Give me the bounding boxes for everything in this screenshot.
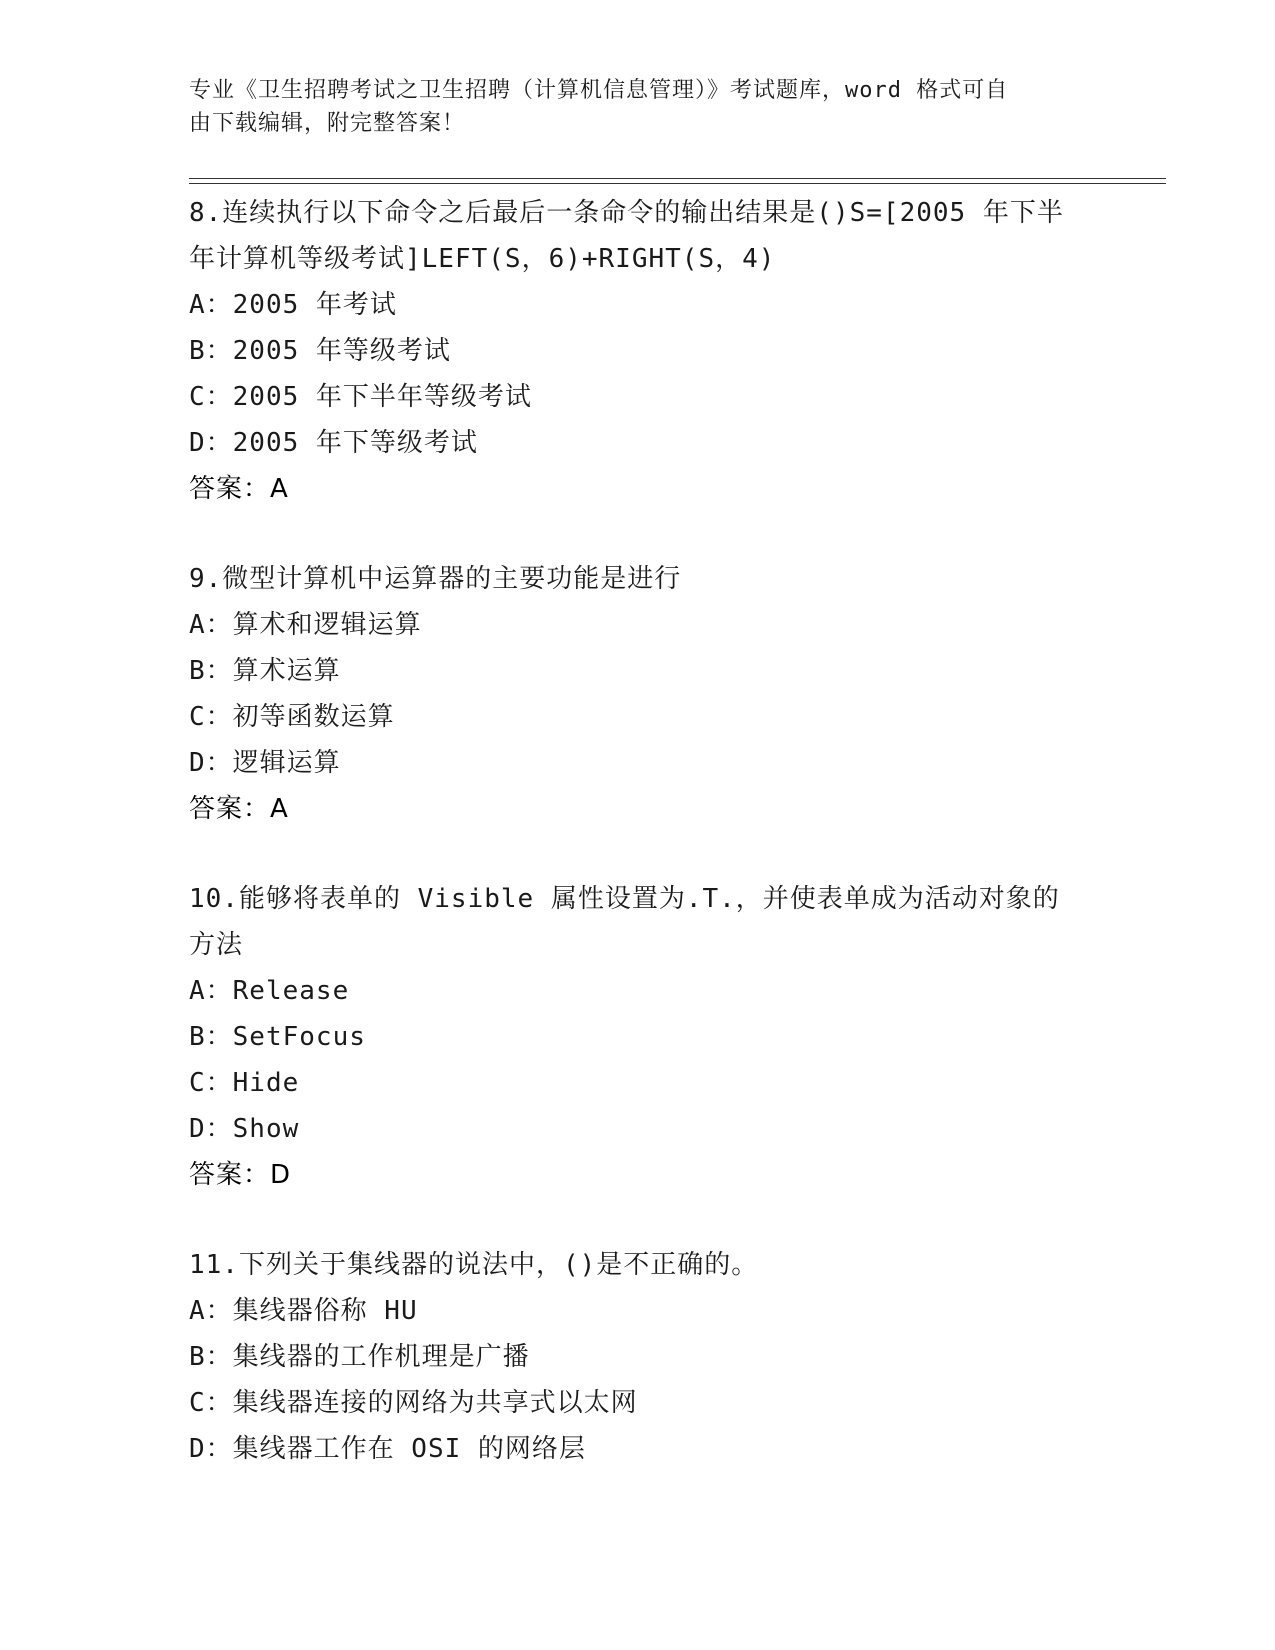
- answer-option: B：SetFocus: [189, 1022, 366, 1052]
- question-text: 8.连续执行以下命令之后最后一条命令的输出结果是()S=[2005 年下半: [189, 198, 1064, 228]
- question-list: [189, 190, 1089, 1516]
- question-text: 方法: [189, 930, 244, 960]
- answer-key: 答案：A: [189, 474, 289, 504]
- question-block: [189, 1242, 1089, 1472]
- question-text: 年计算机等级考试]LEFT(S，6)+RIGHT(S，4): [189, 244, 776, 274]
- header-line-2: 由下载编辑，附完整答案！: [189, 111, 466, 136]
- answer-option: B：集线器的工作机理是广播: [189, 1342, 530, 1372]
- answer-option: C：集线器连接的网络为共享式以太网: [189, 1388, 638, 1418]
- answer-key: 答案：A: [189, 794, 289, 824]
- header-divider-bottom: [189, 183, 1166, 184]
- answer-option: A：集线器俗称 HU: [189, 1296, 418, 1326]
- answer-option: D：逻辑运算: [189, 748, 341, 778]
- header-line-1: 专业《卫生招聘考试之卫生招聘（计算机信息管理）》考试题库，word 格式可自: [189, 78, 1009, 103]
- question-text: 9.微型计算机中运算器的主要功能是进行: [189, 564, 682, 594]
- answer-option: A：Release: [189, 976, 350, 1006]
- answer-option: C：Hide: [189, 1068, 300, 1098]
- question-block: [189, 190, 1089, 512]
- document-header: [189, 74, 1089, 140]
- question-block: [189, 556, 1089, 832]
- answer-option: B：算术运算: [189, 656, 341, 686]
- answer-option: B：2005 年等级考试: [189, 336, 451, 366]
- header-divider-top: [189, 178, 1166, 179]
- answer-option: D：2005 年下等级考试: [189, 428, 478, 458]
- answer-option: A：算术和逻辑运算: [189, 610, 422, 640]
- answer-option: C：2005 年下半年等级考试: [189, 382, 532, 412]
- answer-option: C：初等函数运算: [189, 702, 395, 732]
- question-text: 11.下列关于集线器的说法中，()是不正确的。: [189, 1250, 759, 1280]
- answer-option: D：集线器工作在 OSI 的网络层: [189, 1434, 586, 1464]
- answer-key: 答案：D: [189, 1160, 292, 1190]
- answer-option: A：2005 年考试: [189, 290, 397, 320]
- question-text: 10.能够将表单的 Visible 属性设置为.T.，并使表单成为活动对象的: [189, 884, 1060, 914]
- answer-option: D：Show: [189, 1114, 300, 1144]
- question-block: [189, 876, 1089, 1198]
